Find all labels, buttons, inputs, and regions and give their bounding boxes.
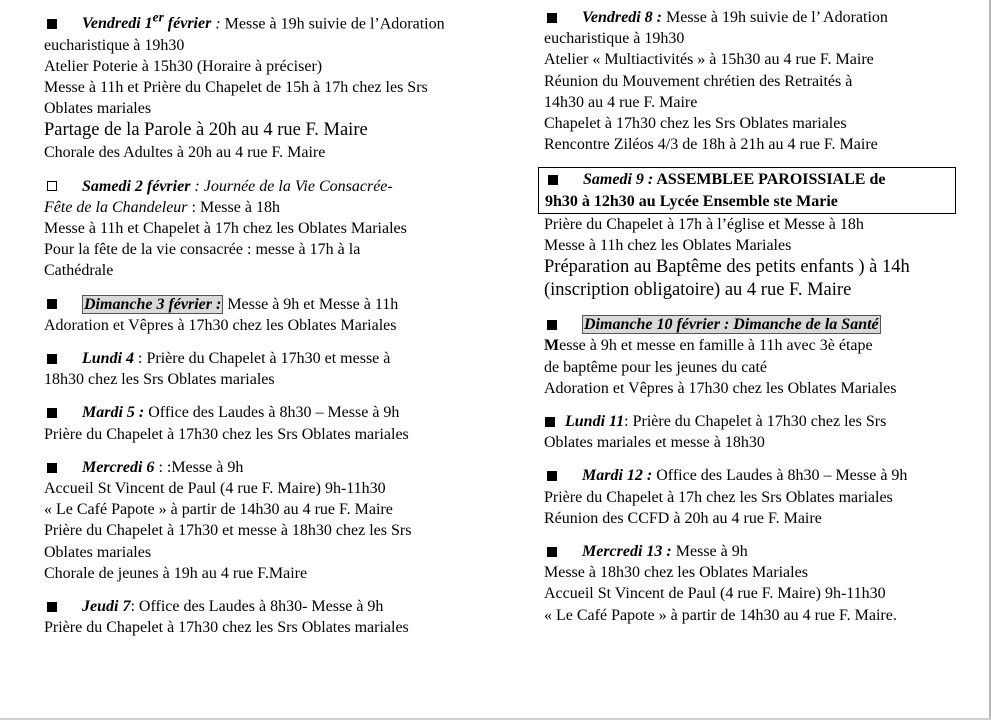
entry-dimanche-10: Dimanche 10 février : Dimanche de la Santé Messe à 9h et messe en famille à 11h avec 3è étape de baptême pour les jeunes du caté Adoration et Vêpres à 17h30 chez les Oblates Mariales bbox=[544, 314, 946, 399]
bullet-icon bbox=[47, 19, 57, 29]
entry-line: eucharistique à 19h30 bbox=[44, 36, 185, 54]
bullet-icon bbox=[547, 13, 557, 23]
entry-mercredi-6: Mercredi 6 : :Messe à 9h Accueil St Vincent de Paul (4 rue F. Maire) 9h-11h30 « Le Café Papote » à partir de 14h30 au 4 rue F. Maire Prière du Chapelet à 17h30 et messe à 18h30 chez les Srs Oblates mariales Chorale de jeunes à 19h au 4 rue F.Maire bbox=[44, 457, 504, 584]
entry-line: Pour la fête de la vie consacrée : messe à 17h à la bbox=[44, 241, 361, 259]
entry-line: Partage de la Parole à 20h au 4 rue F. Maire bbox=[44, 120, 368, 141]
highlighted-day: Dimanche 10 février : Dimanche de la Santé bbox=[584, 316, 879, 334]
entry-line: Prière du Chapelet à 17h30 chez les Srs Oblates mariales bbox=[44, 619, 409, 637]
entry-line: Réunion du Mouvement chrétien des Retraités à bbox=[544, 72, 853, 90]
entry-line: Atelier Poterie à 15h30 (Horaire à préciser) bbox=[44, 57, 323, 75]
entry-dimanche-3: Dimanche 3 février : Messe à 9h et Messe à 11h Adoration et Vêpres à 17h30 chez les Oblates Mariales bbox=[44, 294, 504, 336]
bullet-icon bbox=[547, 320, 557, 330]
entry-line: Adoration et Vêpres à 17h30 chez les Oblates Mariales bbox=[544, 379, 897, 397]
entry-line: Prière du Chapelet à 17h30 chez les Srs Oblates mariales bbox=[44, 425, 409, 443]
entry-line: Adoration et Vêpres à 17h30 chez les Oblates Mariales bbox=[44, 316, 397, 334]
bullet-icon bbox=[47, 354, 57, 364]
entry-line: 14h30 au 4 rue F. Maire bbox=[544, 93, 698, 111]
entry-line: de baptême pour les jeunes du caté bbox=[544, 358, 768, 376]
entry-line: Cathédrale bbox=[44, 262, 114, 280]
entry-line: Messe à 11h chez les Oblates Mariales bbox=[544, 237, 792, 255]
entry-line: « Le Café Papote » à partir de 14h30 au 4 rue F. Maire. bbox=[544, 606, 897, 624]
entry-jeudi-7: Jeudi 7: Office des Laudes à 8h30- Messe à 9h Prière du Chapelet à 17h30 chez les Srs Oblates mariales bbox=[44, 596, 504, 638]
entry-vendredi-1: Vendredi 1er février : Messe à 19h suivie de l’Adoration eucharistique à 19h30 Atelier Poterie à 15h30 (Horaire à préciser) Messe à 11h et Prière du Chapelet de 15h à 17h chez les Srs Oblates mariales Partage de la Parole à 20h au 4 rue F. Maire Chorale des Adultes à 20h au 4 rue F. Maire bbox=[44, 7, 504, 164]
entry-samedi-2: Samedi 2 février : Journée de la Vie Consacrée- Fête de la Chandeleur : Messe à 18h Messe à 11h et Chapelet à 17h chez les Oblates Mariales Pour la fête de la vie consacrée : messe à 17h à la Cathédrale bbox=[44, 176, 504, 282]
entry-line: Rencontre Ziléos 4/3 de 18h à 21h au 4 rue F. Maire bbox=[544, 136, 878, 154]
bullet-icon bbox=[47, 463, 57, 473]
entry-line: Chorale des Adultes à 20h au 4 rue F. Maire bbox=[44, 144, 326, 162]
bullet-icon bbox=[548, 175, 558, 185]
entry-line: Messe à 11h et Chapelet à 17h chez les Oblates Mariales bbox=[44, 219, 407, 237]
entry-line: Préparation au Baptême des petits enfants ) à 14h bbox=[544, 257, 910, 278]
right-column bbox=[544, 7, 946, 638]
hollow-bullet-icon bbox=[47, 181, 57, 191]
entry-line: Prière du Chapelet à 17h chez les Srs Oblates mariales bbox=[544, 488, 893, 506]
highlighted-day: Dimanche 3 février : bbox=[84, 295, 222, 313]
entry-line: Chorale de jeunes à 19h au 4 rue F.Maire bbox=[44, 564, 308, 582]
entry-mardi-12: Mardi 12 : Office des Laudes à 8h30 – Messe à 9h Prière du Chapelet à 17h chez les Srs Oblates mariales Réunion des CCFD à 20h au 4 rue F. Maire bbox=[544, 465, 946, 529]
bullet-icon bbox=[545, 417, 555, 427]
bullet-icon bbox=[47, 408, 57, 418]
entry-line: Prière du Chapelet à 17h30 et messe à 18h30 chez les Srs bbox=[44, 522, 412, 540]
entry-line: Messe à 11h et Prière du Chapelet de 15h à 17h chez les Srs bbox=[44, 78, 428, 96]
bullet-icon bbox=[47, 299, 57, 309]
entry-mardi-5: Mardi 5 : Office des Laudes à 8h30 – Messe à 9h Prière du Chapelet à 17h30 chez les Srs Oblates mariales bbox=[44, 402, 504, 444]
entry-line: Oblates mariales et messe à 18h30 bbox=[544, 434, 765, 452]
entry-line: Atelier « Multiactivités » à 15h30 au 4 rue F. Maire bbox=[544, 51, 874, 69]
entry-line: Chapelet à 17h30 chez les Srs Oblates mariales bbox=[544, 115, 847, 133]
entry-line: Accueil St Vincent de Paul (4 rue F. Maire) 9h-11h30 bbox=[544, 585, 886, 603]
entry-line: Oblates mariales bbox=[44, 100, 152, 118]
entry-line: Prière du Chapelet à 17h à l’église et Messe à 18h bbox=[544, 215, 864, 233]
entry-line: Messe à 18h30 chez les Oblates Mariales bbox=[544, 564, 808, 582]
entry-samedi-9 bbox=[544, 167, 946, 302]
entry-mercredi-13: Mercredi 13 : Messe à 9h Messe à 18h30 chez les Oblates Mariales Accueil St Vincent de Paul (4 rue F. Maire) 9h-11h30 « Le Café Papote » à partir de 14h30 au 4 rue F. Maire. bbox=[544, 541, 946, 626]
entry-line: 9h30 à 12h30 au Lycée Ensemble ste Marie bbox=[545, 192, 838, 210]
bullet-icon bbox=[547, 547, 557, 557]
entry-line: Oblates mariales bbox=[44, 543, 152, 561]
bullet-icon bbox=[47, 602, 57, 612]
entry-lundi-4: Lundi 4 : Prière du Chapelet à 17h30 et messe à 18h30 chez les Srs Oblates mariales bbox=[44, 348, 504, 390]
assemblee-box: Samedi 9 : ASSEMBLEE PAROISSIALE de 9h30 à 12h30 au Lycée Ensemble ste Marie bbox=[538, 167, 956, 213]
bullet-icon bbox=[547, 471, 557, 481]
entry-line: (inscription obligatoire) au 4 rue F. Maire bbox=[544, 280, 852, 301]
entry-line: Réunion des CCFD à 20h au 4 rue F. Maire bbox=[544, 509, 822, 527]
entry-line: eucharistique à 19h30 bbox=[544, 30, 685, 48]
entry-line: Accueil St Vincent de Paul (4 rue F. Maire) 9h-11h30 bbox=[44, 479, 386, 497]
entry-lundi-11: Lundi 11: Prière du Chapelet à 17h30 chez les Srs Oblates mariales et messe à 18h30 bbox=[544, 411, 946, 453]
entry-line: « Le Café Papote » à partir de 14h30 au 4 rue F. Maire bbox=[44, 501, 393, 519]
entry-vendredi-8: Vendredi 8 : Messe à 19h suivie de l’ Adoration eucharistique à 19h30 Atelier « Multiactivités » à 15h30 au 4 rue F. Maire Réunion du Mouvement chrétien des Retraités à 14h30 au 4 rue F. Maire Chapelet à 17h30 chez les Srs Oblates mariales Rencontre Ziléos 4/3 de 18h à 21h au 4 rue F. Maire bbox=[544, 7, 946, 155]
left-column bbox=[44, 7, 504, 650]
entry-line: 18h30 chez les Srs Oblates mariales bbox=[44, 371, 275, 389]
